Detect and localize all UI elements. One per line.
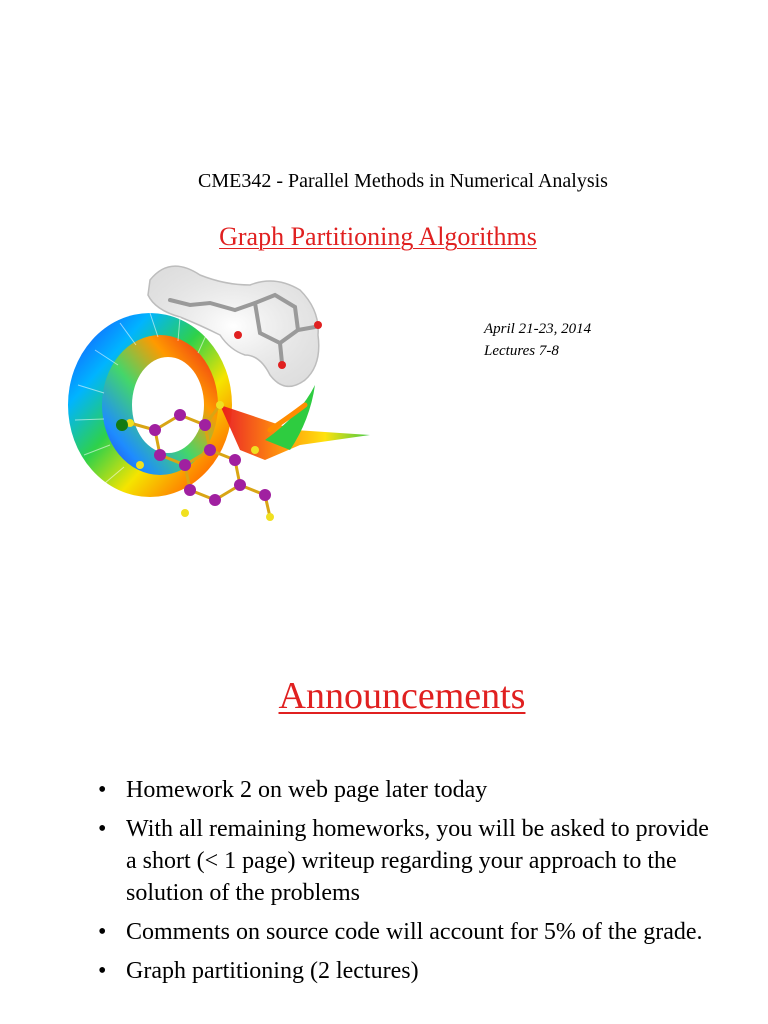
bullet-icon: • bbox=[98, 919, 107, 945]
bullet-icon: • bbox=[98, 958, 107, 984]
list-item bbox=[98, 916, 718, 948]
announcements-heading: Announcements bbox=[278, 675, 526, 717]
announcements-slide bbox=[0, 610, 768, 1024]
course-title: CME342 - Parallel Methods in Numerical Analysis bbox=[198, 170, 608, 192]
list-item bbox=[98, 813, 718, 909]
lecture-numbers: Lectures 7-8 bbox=[484, 343, 559, 359]
lecture-title: Graph Partitioning Algorithms bbox=[219, 222, 537, 251]
list-item bbox=[98, 774, 718, 806]
list-item bbox=[98, 955, 718, 987]
lecture-meta bbox=[484, 318, 591, 362]
list-item-text: Homework 2 on web page later today bbox=[126, 777, 488, 803]
bullet-icon: • bbox=[98, 816, 107, 842]
lecture-date: April 21-23, 2014 bbox=[484, 321, 592, 337]
scientific-visualization-collage bbox=[60, 255, 380, 525]
list-item-text: Comments on source code will account for 5% of the grade. bbox=[126, 919, 703, 945]
announcement-list bbox=[98, 774, 718, 994]
bullet-icon: • bbox=[98, 777, 107, 803]
list-item-text: Graph partitioning (2 lectures) bbox=[126, 958, 419, 984]
list-item-text: With all remaining homeworks, you will be asked to provide a short (< 1 page) writeup regarding your approach to the solution of the problems bbox=[126, 816, 709, 906]
